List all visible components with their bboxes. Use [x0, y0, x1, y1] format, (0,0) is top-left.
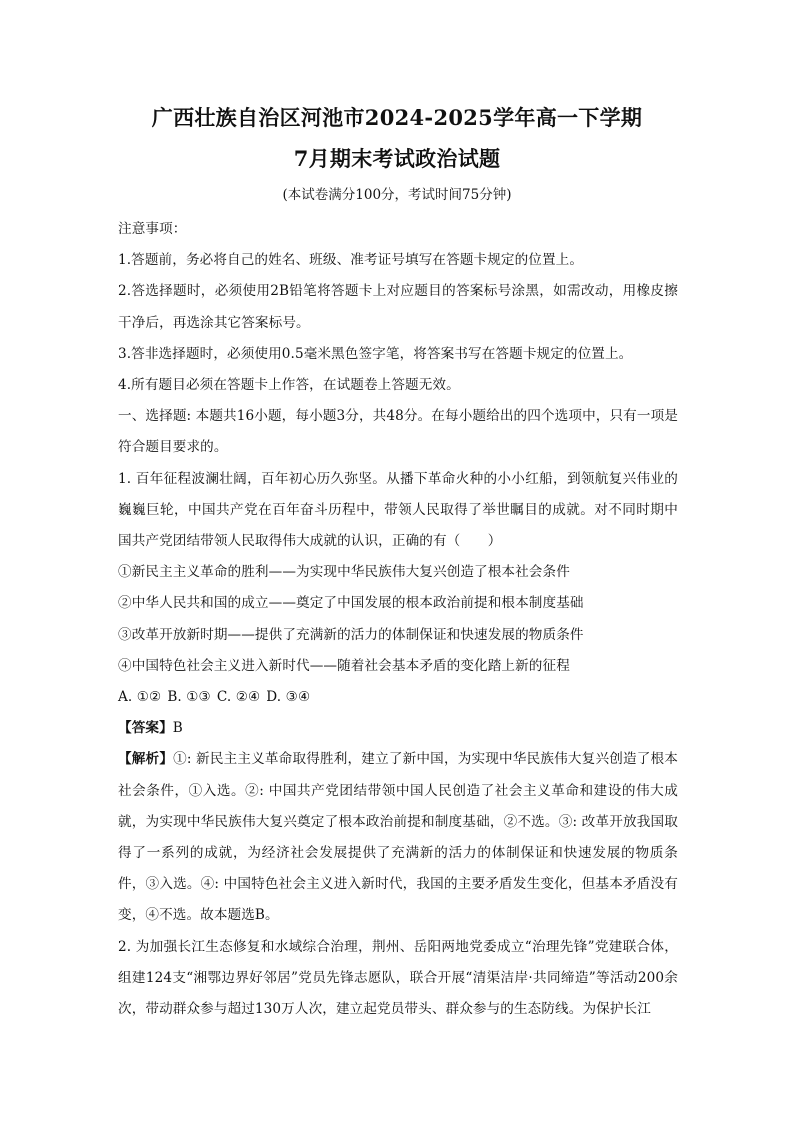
question-1-item-3: ③改革开放新时期——提供了充满新的活力的体制保证和快速发展的物质条件 — [118, 626, 584, 643]
answer-label: 【答案】 — [118, 720, 173, 737]
question-2-stem: 2. 为加强长江生态修复和水域综合治理，荆州、岳阳两地党委成立“治理先锋”党建联合体，组建124支“湘鄂边界好邻居”党员先锋志愿队，联合开展“清渠洁岸·共同缔造”等活动200余次，带动群众参与超过130万人次，建立起党员带头、群众参与的生态防线。为保护长江 — [118, 938, 678, 1018]
exam-subtitle: (本试卷满分100分，考试时间75分钟) — [282, 187, 512, 203]
notice-item-4: 4.所有题目必须在答题卡上作答，在试题卷上答题无效。 — [118, 377, 460, 394]
notice-item-2: 2.答选择题时，必须使用2B铅笔将答题卡上对应题目的答案标号涂黑，如需改动，用橡皮擦干净后，再选涂其它答案标号。 — [118, 283, 678, 331]
option-b: B. ①③ — [167, 689, 211, 706]
analysis-text: ①: 新民主主义革命取得胜利，建立了新中国，为实现中华民族伟大复兴创造了根本社会条件，①入选。②: 中国共产党团结带领中国人民创造了社会主义革命和建设的伟大成就，为实现中华民族伟大复兴奠定了根本政治前提和制度基础，②不选。③: 改革开放我国取得了一系列的成就，为经济社会发展提供了充满新的活力的体制保证和快速发展的物质条件，③入选。④: 中国特色社会主义进入新时代，我国的主要矛盾发生变化，但基本矛盾没有变，④不选。故本题选B。 — [118, 751, 678, 924]
analysis-label: 【解析】 — [118, 751, 174, 768]
exam-body — [118, 214, 678, 1025]
question-1-options — [118, 682, 678, 713]
answer-value: B — [172, 720, 183, 737]
notice-heading: 注意事项： — [118, 221, 187, 237]
exam-title-line2: 7月期末考试政治试题 — [293, 146, 501, 171]
question-1-answer — [118, 713, 678, 744]
notice-item-1: 1.答题前，务必将自己的姓名、班级、准考证号填写在答题卡规定的位置上。 — [118, 252, 584, 269]
option-c: C. ②④ — [216, 689, 261, 706]
option-d: D. ③④ — [266, 689, 311, 706]
section-heading-choice: 一、选择题: 本题共16小题，每小题3分，共48分。在每小题给出的四个选项中，只有一项是符合题目要求的。 — [118, 408, 678, 456]
question-1-item-1: ①新民主主义革命的胜利——为实现中华民族伟大复兴创造了根本社会条件 — [118, 564, 570, 581]
notice-item-3: 3.答非选择题时，必须使用0.5毫米黑色签字笔，将答案书写在答题卡规定的位置上。 — [118, 345, 633, 362]
question-1-stem: 1. 百年征程波澜壮阔，百年初心历久弥坚。从播下革命火种的小小红船，到领航复兴伟业的巍巍巨轮，中国共产党在百年奋斗历程中，带领人民取得了举世瞩目的成就。对不同时期中国共产党团结带领人民取得伟大成就的认识，正确的有（ ） — [118, 470, 678, 550]
question-1-item-4: ④中国特色社会主义进入新时代——随着社会基本矛盾的变化踏上新的征程 — [118, 657, 570, 674]
question-1-analysis — [118, 744, 678, 931]
option-a: A. ①② — [118, 689, 162, 706]
question-1-item-2: ②中华人民共和国的成立——奠定了中国发展的根本政治前提和根本制度基础 — [118, 595, 584, 612]
exam-title-line1: 广西壮族自治区河池市2024-2025学年高一下学期 — [151, 105, 643, 130]
